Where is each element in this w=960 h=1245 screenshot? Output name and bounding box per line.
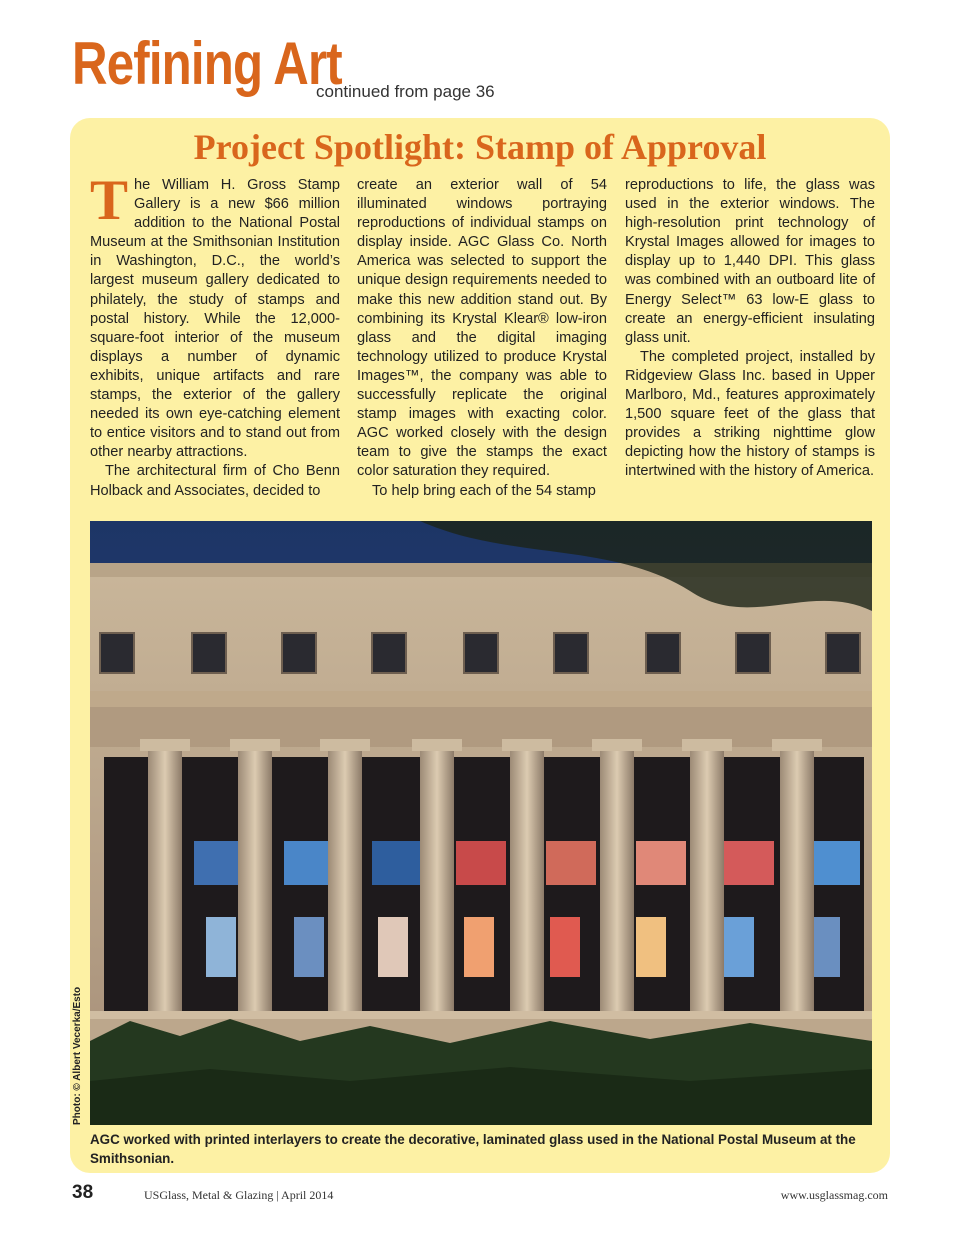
- museum-photo: [90, 521, 872, 1125]
- photo-caption: AGC worked with printed interlayers to create the decorative, laminated glass used in the National Postal Museum at the Smithsonian.: [90, 1132, 856, 1166]
- article-title: Project Spotlight: Stamp of Approval: [193, 127, 767, 167]
- paragraph: he William H. Gross Stamp Gallery is a new $66 million addition to the National Postal Museum at the Smithsonian Institution in Washington, D.C., the world’s largest museum gallery dedicated to philately, the study of stamps and postal history. While the 12,000-square-foot interior of the museum displays a number of dynamic exhibits, unique artifacts and rare stamps, the exterior of the gallery needed its own eye-catching element to entice visitors and to stand out from other nearby attractions.: [90, 177, 340, 461]
- article-column-3: [625, 176, 875, 482]
- website-link[interactable]: www.usglassmag.com: [780, 1188, 888, 1202]
- museum-facade-illustration: [90, 521, 872, 1125]
- section-title: Refining Art: [72, 30, 342, 97]
- paragraph: reproductions to life, the glass was used in the exterior windows. The high-resolution print technology of Krystal Images allowed for images to display up to 1,440 DPI. This glass was combined with an outboard lite of Energy Select™ 63 low-E glass to create an energy-efficient insulating glass unit.: [625, 177, 875, 346]
- publication-info: USGlass, Metal & Glazing | April 2014: [144, 1188, 334, 1202]
- photo-credit: Photo: © Albert Vecerka/Esto: [72, 986, 83, 1125]
- paragraph: The completed project, installed by Ridgeview Glass Inc. based in Upper Marlboro, Md., features approximately 1,500 square feet of the glass that provides a striking nighttime glow depicting how the history of stamps is intertwined with the history of America.: [625, 348, 875, 480]
- article-column-1: [90, 169, 340, 501]
- paragraph: The architectural firm of Cho Benn Holback and Associates, decided to: [90, 463, 340, 499]
- page-footer: [72, 1180, 888, 1210]
- page-header: [72, 30, 892, 114]
- drop-cap: T: [90, 169, 129, 232]
- page-number: 38: [72, 1182, 94, 1203]
- paragraph: create an exterior wall of 54 illuminated windows portraying reproductions of individual stamps on display inside. AGC Glass Co. North America was selected to support the unique design requirements needed to make this new addition stand out. By combining its Krystal Klear® low-iron glass and the digital imaging technology utilized to produce Krystal Images™, the company was able to successfully replicate the original stamp images with exacting color. AGC worked closely with the design team to give the stamps the exact color saturation they required.: [357, 177, 607, 480]
- paragraph: To help bring each of the 54 stamp: [372, 482, 596, 499]
- continued-note: continued from page 36: [316, 82, 495, 101]
- article-column-2: [357, 176, 607, 501]
